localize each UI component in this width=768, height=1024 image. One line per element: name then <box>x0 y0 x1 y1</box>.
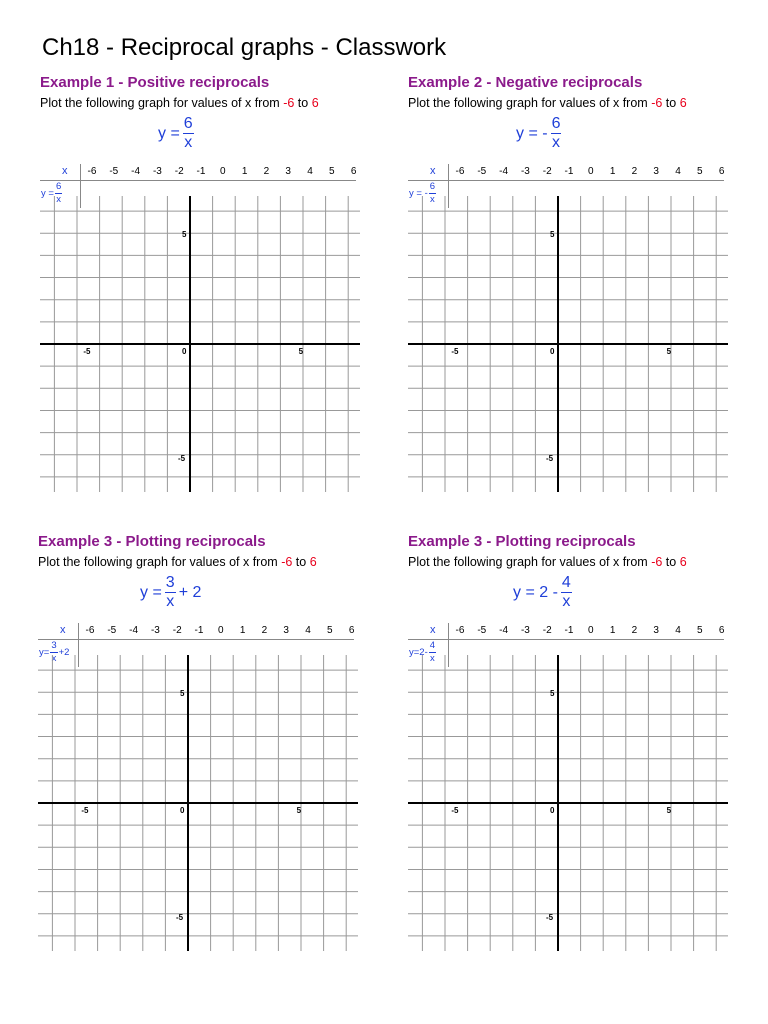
instruction-text <box>40 96 319 110</box>
table-x-label: x <box>62 165 68 177</box>
example-title: Example 2 - Negative reciprocals <box>408 74 643 91</box>
table-x-value: 4 <box>307 166 313 177</box>
table-x-value: 3 <box>653 166 659 177</box>
table-x-value: 5 <box>327 625 333 636</box>
example-title: Example 3 - Plotting reciprocals <box>38 533 266 550</box>
x-axis-label-negative: -5 <box>81 806 89 815</box>
formula-lhs: y = 2 - <box>513 583 558 601</box>
fraction-denominator: x <box>430 193 435 205</box>
table-x-value: -2 <box>542 166 552 177</box>
instruction-prefix: Plot the following graph for values of x from <box>408 96 652 110</box>
equation <box>158 116 197 151</box>
equation <box>513 575 575 610</box>
formula-post: +2 <box>58 646 70 658</box>
fraction <box>165 575 176 610</box>
fraction-denominator: x <box>562 593 571 610</box>
range-from: -6 <box>281 555 293 569</box>
table-x-value: -4 <box>129 625 139 636</box>
origin-label: 0 <box>182 347 187 356</box>
range-from: -6 <box>651 555 663 569</box>
y-axis-label-positive: 5 <box>550 230 555 239</box>
table-x-value: 1 <box>239 625 246 636</box>
x-axis-label-negative: -5 <box>83 347 91 356</box>
table-x-value: -2 <box>542 625 552 636</box>
table-x-value: 6 <box>348 625 355 636</box>
example-panel-3 <box>38 533 368 1003</box>
table-x-value: -1 <box>564 625 574 636</box>
table-x-value: -6 <box>85 625 95 636</box>
fraction-numerator: 4 <box>429 640 436 651</box>
table-x-value: -5 <box>107 625 117 636</box>
table-divider-horizontal <box>38 639 354 640</box>
fraction-numerator: 3 <box>165 574 175 591</box>
range-to: 6 <box>679 96 687 110</box>
origin-label: 0 <box>550 806 555 815</box>
table-x-value: 3 <box>653 625 659 636</box>
fraction-numerator: 6 <box>55 181 62 192</box>
range-from: -6 <box>283 96 295 110</box>
origin-label: 0 <box>180 806 185 815</box>
table-x-value: -3 <box>150 625 160 636</box>
range-to: 6 <box>679 555 687 569</box>
coordinate-grid <box>40 193 360 500</box>
instruction-mid: to <box>662 555 680 569</box>
table-x-value: -1 <box>194 625 204 636</box>
fraction <box>551 116 562 151</box>
formula-lhs: y=2- <box>409 646 428 658</box>
fraction <box>561 575 572 610</box>
table-x-value: -6 <box>87 166 97 177</box>
table-x-value: 0 <box>588 166 594 177</box>
fraction-numerator: 6 <box>429 181 436 192</box>
table-x-value: 5 <box>697 166 703 177</box>
coordinate-grid <box>408 193 728 500</box>
instruction-prefix: Plot the following graph for values of x from <box>38 555 282 569</box>
x-axis-label-negative: -5 <box>451 347 459 356</box>
formula-lhs: y = - <box>409 187 428 199</box>
table-divider-horizontal <box>40 180 356 181</box>
table-x-value: 1 <box>609 166 616 177</box>
instruction-text <box>408 555 687 569</box>
fraction-numerator: 6 <box>183 115 193 132</box>
fraction-denominator: x <box>430 652 435 664</box>
table-x-value: 0 <box>588 625 594 636</box>
instruction-text <box>408 96 687 110</box>
fraction-denominator: x <box>166 593 175 610</box>
instruction-mid: to <box>292 555 310 569</box>
table-divider-horizontal <box>408 639 724 640</box>
example-title: Example 3 - Plotting reciprocals <box>408 533 636 550</box>
table-x-value: -1 <box>564 166 574 177</box>
table-x-value: 0 <box>218 625 224 636</box>
instruction-text <box>38 555 317 569</box>
table-x-value: 2 <box>631 625 638 636</box>
y-axis-label-negative: -5 <box>176 913 184 922</box>
x-axis-label-positive: 5 <box>666 347 672 356</box>
instruction-prefix: Plot the following graph for values of x from <box>408 555 652 569</box>
formula-lhs: y = <box>140 583 162 601</box>
instruction-mid: to <box>294 96 312 110</box>
fraction-numerator: 6 <box>551 115 561 132</box>
table-x-value: 0 <box>220 166 226 177</box>
fraction-numerator: 4 <box>561 574 571 591</box>
fraction-denominator: x <box>184 134 193 151</box>
example-title: Example 1 - Positive reciprocals <box>40 74 270 91</box>
y-axis-label-positive: 5 <box>180 689 185 698</box>
range-to: 6 <box>309 555 317 569</box>
table-x-value: 4 <box>675 166 681 177</box>
equation <box>516 116 564 151</box>
table-x-value: 1 <box>241 166 248 177</box>
table-x-label: x <box>60 624 66 636</box>
table-x-value: 4 <box>305 625 311 636</box>
table-x-value: -1 <box>196 166 206 177</box>
table-x-label: x <box>430 165 436 177</box>
formula-lhs: y = <box>41 187 54 199</box>
table-x-value: 5 <box>697 625 703 636</box>
table-x-value: -3 <box>152 166 162 177</box>
formula-lhs: y = - <box>516 124 548 142</box>
table-x-value: 5 <box>329 166 335 177</box>
table-x-value: -4 <box>131 166 141 177</box>
formula-lhs: y = <box>158 124 180 142</box>
table-x-value: 4 <box>675 625 681 636</box>
y-axis-label-positive: 5 <box>182 230 187 239</box>
table-x-value: 6 <box>350 166 357 177</box>
range-to: 6 <box>311 96 319 110</box>
table-x-value: -5 <box>477 166 487 177</box>
origin-label: 0 <box>550 347 555 356</box>
table-x-value: -2 <box>174 166 184 177</box>
fraction-denominator: x <box>51 652 57 664</box>
table-x-value: 3 <box>285 166 291 177</box>
coordinate-grid <box>38 652 358 959</box>
table-divider-horizontal <box>408 180 724 181</box>
table-x-value: -2 <box>172 625 182 636</box>
range-from: -6 <box>651 96 663 110</box>
formula-post: + 2 <box>178 583 202 601</box>
table-x-value: -5 <box>109 166 119 177</box>
fraction <box>183 116 194 151</box>
table-x-value: 2 <box>263 166 270 177</box>
page-title: Ch18 - Reciprocal graphs - Classwork <box>42 34 447 61</box>
table-x-value: -4 <box>499 625 509 636</box>
formula-lhs: y= <box>39 646 50 658</box>
table-x-value: -6 <box>455 166 465 177</box>
table-x-label: x <box>430 624 436 636</box>
x-axis-label-positive: 5 <box>666 806 672 815</box>
y-axis-label-negative: -5 <box>178 454 186 463</box>
x-axis-label-negative: -5 <box>451 806 459 815</box>
instruction-mid: to <box>662 96 680 110</box>
x-axis-label-positive: 5 <box>296 806 302 815</box>
table-x-value: -3 <box>520 625 530 636</box>
table-x-value: -3 <box>520 166 530 177</box>
table-x-value: 6 <box>718 166 725 177</box>
example-panel-1 <box>40 74 370 544</box>
fraction-numerator: 3 <box>51 640 57 651</box>
table-x-value: 3 <box>283 625 289 636</box>
table-x-value: 2 <box>261 625 268 636</box>
instruction-prefix: Plot the following graph for values of x from <box>40 96 284 110</box>
x-axis-label-positive: 5 <box>298 347 304 356</box>
table-x-value: -5 <box>477 625 487 636</box>
example-panel-2 <box>408 74 738 544</box>
fraction-denominator: x <box>56 193 61 205</box>
example-panel-4 <box>408 533 738 1003</box>
table-x-value: -4 <box>499 166 509 177</box>
table-x-value: 1 <box>609 625 616 636</box>
y-axis-label-negative: -5 <box>546 454 554 463</box>
table-x-value: 6 <box>718 625 725 636</box>
y-axis-label-negative: -5 <box>546 913 554 922</box>
fraction-denominator: x <box>552 134 561 151</box>
equation <box>140 575 201 610</box>
table-x-value: -6 <box>455 625 465 636</box>
y-axis-label-positive: 5 <box>550 689 555 698</box>
table-x-value: 2 <box>631 166 638 177</box>
